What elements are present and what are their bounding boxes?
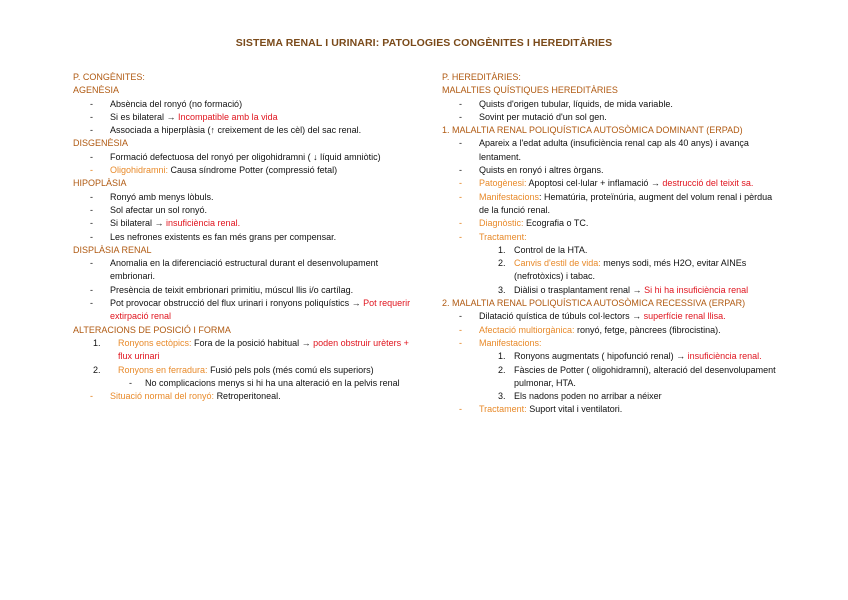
list-item: - Manifestacions: <box>442 337 782 350</box>
left-column <box>73 71 413 403</box>
list-item: - Tractament: <box>442 231 782 244</box>
list-item: - Dilatació quística de túbuls col·lectors → superfície renal llisa. <box>442 310 782 323</box>
list-item: - Tractament: Suport vital i ventilatori. <box>442 403 782 416</box>
numbered-item: 2. Fàscies de Potter ( oligohidramni), alteració del desenvolupament pulmonar, HTA. <box>498 364 776 388</box>
list-item: - Apareix a l'edat adulta (insuficiència renal cap als 40 anys) i avança lentament. <box>442 137 782 164</box>
heading-displasia: DISPLÀSIA RENAL <box>73 244 152 255</box>
numbered-item: 2. Canvis d'estil de vida: menys sodi, més H2O, evitar AINEs (nefrotòxics) i tabac. <box>498 258 747 282</box>
list-item: - Si es bilateral → Incompatible amb la vida <box>73 111 413 124</box>
list-item: - Quists d'origen tubular, líquids, de mida variable. <box>442 98 782 111</box>
list-item: - Absència del ronyó (no formació) <box>73 98 413 111</box>
numbered-item: 1. Ronyons ectòpics: Fora de la posició habitual → poden obstruir urèters + flux urinari <box>93 337 409 362</box>
list-item: - Patogènesi: Apoptosi cel·lular + inflamació → destrucció del teixit sa. <box>442 177 782 190</box>
numbered-item: 2. Ronyons en ferradura: Fusió pels pols (més comú els superiors) <box>93 364 374 375</box>
heading-malalties-quistiques: MALALTIES QUÍSTIQUES HEREDITÀRIES <box>442 85 618 96</box>
list-item: - Situació normal del ronyó: Retroperitoneal. <box>73 390 413 403</box>
heading-hipoplasia: HIPOPLÀSIA <box>73 178 127 189</box>
numbered-item: 3. Diàlisi o trasplantament renal → Si hi ha insuficiència renal <box>498 284 749 295</box>
list-item: - Anomalia en la diferenciació estructural durant el desenvolupament embrionari. <box>73 257 413 284</box>
list-item: - Quists en ronyó i altres òrgans. <box>442 164 782 177</box>
list-item: - Si bilateral → insuficiència renal. <box>73 217 413 230</box>
list-item: - Les nefrones existents es fan més grans per compensar. <box>73 231 413 244</box>
list-item: - Afectació multiorgànica: ronyó, fetge, pàncrees (fibrocistina). <box>442 324 782 337</box>
page-title: SISTEMA RENAL I URINARI: PATOLOGIES CONGÈNITES I HEREDITÀRIES <box>235 37 613 49</box>
heading-disgenesia: DISGENÈSIA <box>73 138 129 149</box>
list-item: - Associada a hiperplàsia (↑ creixement de les cèl) del sac renal. <box>73 124 413 137</box>
sub-list-item: - No complicacions menys si hi ha una alteració en la pelvis renal <box>129 377 400 388</box>
list-item: - Sovint per mutació d'un sol gen. <box>442 111 782 124</box>
right-column <box>442 71 782 417</box>
numbered-item: 1. Control de la HTA. <box>498 244 588 255</box>
numbered-item: 1. Ronyons augmentats ( hipofunció renal) → insuficiència renal. <box>498 351 762 362</box>
section-congenites: P. CONGÈNITES: <box>73 72 145 82</box>
list-item: - Manifestacions: Hematúria, proteïnúria, augment del volum renal i pèrdua de la funció renal. <box>442 191 782 218</box>
list-item: - Pot provocar obstrucció del flux urinari i ronyons poliquístics → Pot requerir extirpació renal <box>73 297 413 324</box>
heading-erpar: 2. MALALTIA RENAL POLIQUÍSTICA AUTOSÒMICA RECESSIVA (ERPAR) <box>442 298 746 309</box>
list-item: - Diagnòstic: Ecografia o TC. <box>442 217 782 230</box>
numbered-item: 3. Els nadons poden no arribar a néixer <box>498 391 662 402</box>
heading-agenesia: AGENÈSIA <box>73 85 120 96</box>
heading-erpad: 1. MALALTIA RENAL POLIQUÍSTICA AUTOSÒMICA DOMINANT (ERPAD) <box>442 125 743 136</box>
list-item: - Oligohidramni: Causa síndrome Potter (compressió fetal) <box>73 164 413 177</box>
heading-alteracions: ALTERACIONS DE POSICIÓ I FORMA <box>73 324 231 335</box>
section-hereditaries: P. HEREDITÀRIES: <box>442 72 521 82</box>
list-item: - Sol afectar un sol ronyó. <box>73 204 413 217</box>
list-item: - Presència de teixit embrionari primitiu, múscul llis i/o cartílag. <box>73 284 413 297</box>
list-item: - Ronyó amb menys lòbuls. <box>73 191 413 204</box>
list-item: - Formació defectuosa del ronyó per oligohidramni ( ↓ líquid amniòtic) <box>73 151 413 164</box>
